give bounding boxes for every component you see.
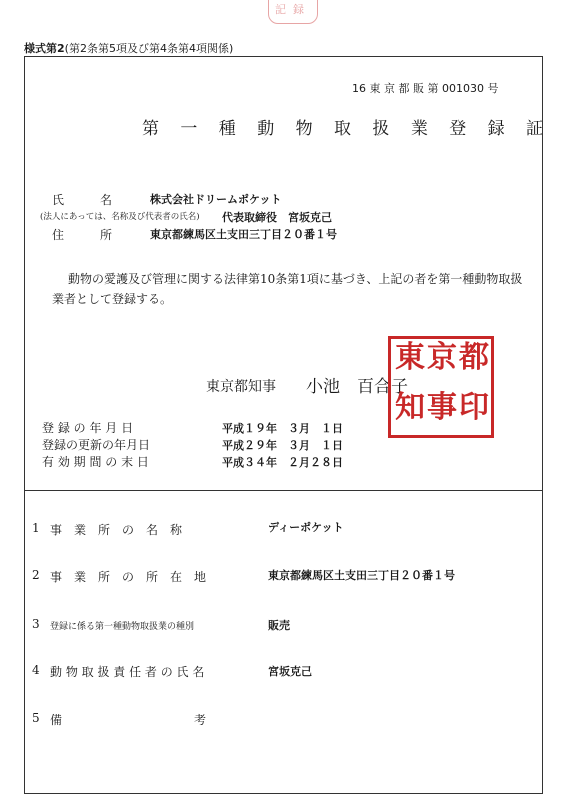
date-label-renewal: 登録の更新の年月日 [42,438,151,452]
section-divider [24,490,543,491]
detail-label-business-type: 登録に係る第一種動物取扱業の種別 [50,622,195,632]
detail-number: 4 [32,663,40,677]
date-label-expiry: 有 効 期 間 の 末 日 [42,455,149,469]
corp-note: (法人にあっては、名称及び代表者の氏名) [40,212,200,222]
address-label: 住 所 [52,228,113,242]
name-label: 氏 名 [52,193,113,207]
registration-number: 16 東 京 都 販 第 001030 号 [352,82,499,95]
detail-number: 3 [32,617,40,631]
seal-char: 事 [427,390,457,425]
date-value-renewal: 平成２９年 ３月 １日 [222,439,343,452]
detail-label-office-address: 事 業 所 の 所 在 地 [50,570,207,584]
detail-number: 1 [32,521,40,535]
seal-char: 京 [427,340,457,375]
governor-name: 小池 百合子 [306,377,408,397]
seal-char: 知 [395,390,425,425]
address-value: 東京都練馬区土支田三丁目２０番１号 [150,228,337,241]
top-seal-char: 記 [275,3,286,16]
name-value: 株式会社ドリームポケット [150,193,282,206]
representative-value: 代表取締役 宮坂克己 [222,211,332,224]
detail-label-manager: 動 物 取 扱 責 任 者 の 氏 名 [50,665,205,679]
top-seal-char: 録 [293,3,304,16]
statement-line-2: 業者として登録する。 [52,292,173,306]
statement-line-1: 動物の愛護及び管理に関する法律第10条第1項に基づき、上記の者を第一種動物取扱 [68,272,523,286]
detail-number: 5 [32,711,40,725]
detail-value-manager: 宮坂克己 [268,665,312,678]
date-label-registration: 登 録 の 年 月 日 [42,421,134,435]
detail-label-remarks-right: 考 [194,713,207,727]
certificate-title: 第 一 種 動 物 取 扱 業 登 録 証 [142,119,552,139]
detail-number: 2 [32,568,40,582]
governor-title: 東京都知事 [206,379,276,395]
detail-value-business-type: 販売 [268,619,290,632]
detail-value-office-address: 東京都練馬区土支田三丁目２０番１号 [268,569,455,582]
form-sub: (第2条第5項及び第4条第4項関係) [64,42,234,55]
date-value-expiry: 平成３４年 ２月２８日 [222,456,343,469]
detail-label-remarks-left: 備 [50,713,63,727]
seal-char: 東 [395,340,425,375]
official-seal-stamp [388,336,494,438]
top-seal-stamp [268,0,318,24]
detail-value-office-name: ディーポケット [268,521,344,534]
form-header [24,40,233,56]
detail-label-office-name: 事 業 所 の 名 称 [50,523,183,537]
date-value-registration: 平成１９年 ３月 １日 [222,422,343,435]
seal-char: 印 [459,390,489,425]
form-label: 様式第2 [24,42,65,55]
seal-char: 都 [459,340,489,375]
